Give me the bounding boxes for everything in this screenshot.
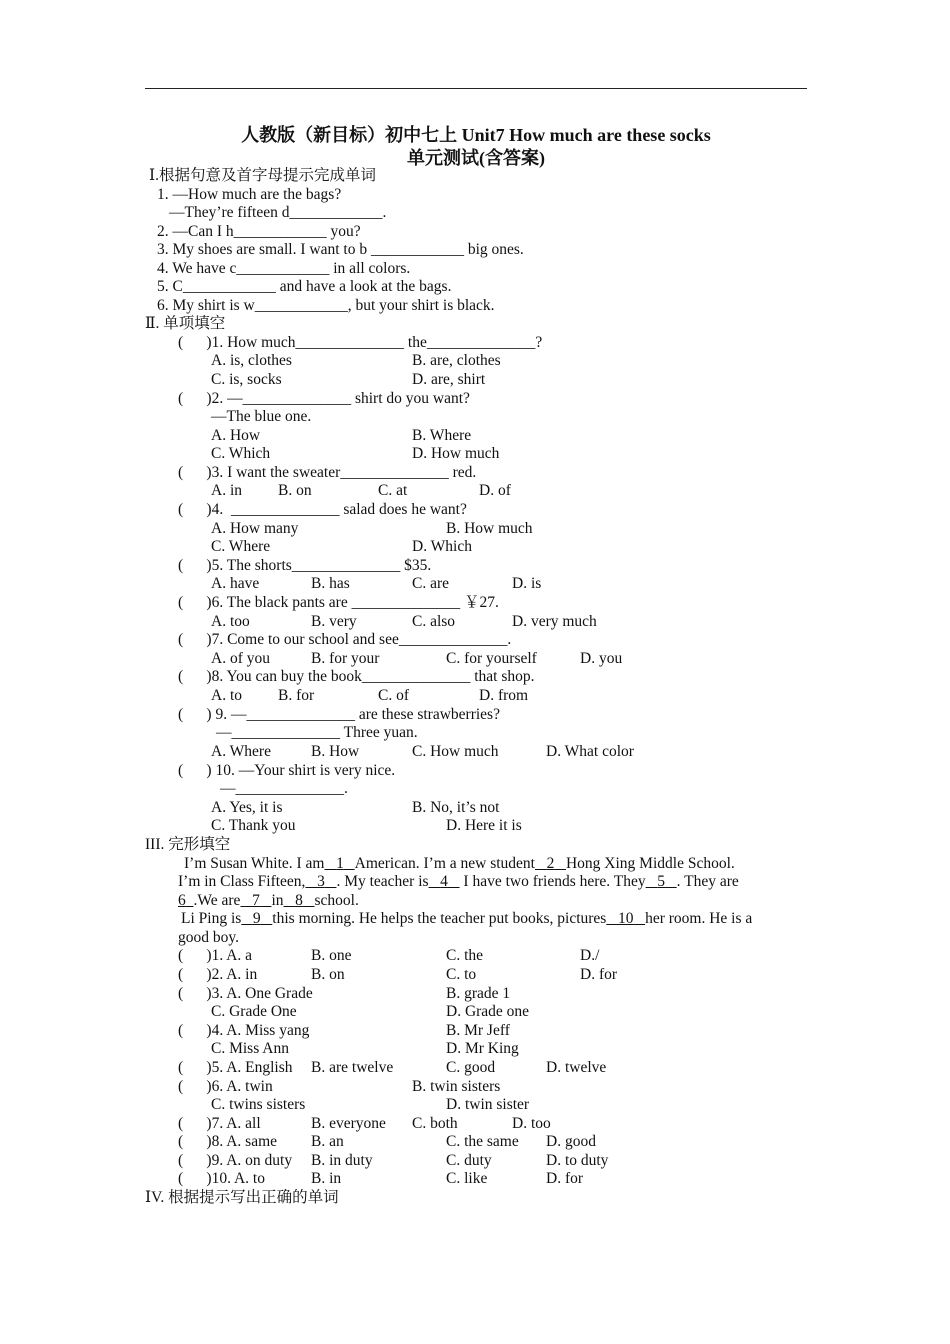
q7-option-d: D. you bbox=[580, 650, 623, 667]
q9-option-b: B. How bbox=[311, 743, 360, 760]
q9-reply: —______________ Three yuan. bbox=[216, 724, 418, 741]
page-title: 人教版（新目标）初中七上 Unit7 How much are these socks bbox=[241, 125, 711, 145]
section1-item-1-reply: —They’re fifteen d____________. bbox=[169, 204, 387, 221]
cloze-q9-option-d: D. to duty bbox=[546, 1152, 609, 1169]
cloze-passage-line: 6 .We are 7 in 8 school. bbox=[178, 892, 359, 909]
cloze-blank: 4 bbox=[440, 873, 448, 890]
cloze-q2-option-c: C. to bbox=[446, 966, 477, 983]
section1-item-4: 4. We have c____________ in all colors. bbox=[157, 260, 411, 277]
cloze-q2-option-d: D. for bbox=[580, 966, 618, 983]
q10-reply: —______________. bbox=[220, 780, 348, 797]
header-rule bbox=[145, 88, 807, 89]
q2-stem: ( )2. —______________ shirt do you want? bbox=[178, 390, 470, 407]
cloze-blank: 6 bbox=[178, 892, 186, 909]
q4-stem: ( )4. ______________ salad does he want? bbox=[178, 501, 467, 518]
q1-option-a: A. is, clothes bbox=[211, 352, 292, 369]
cloze-passage-line: good boy. bbox=[178, 929, 239, 946]
cloze-q1-option-d: D./ bbox=[580, 947, 600, 964]
q8-option-a: A. to bbox=[211, 687, 242, 704]
section1-item-5: 5. C____________ and have a look at the bags. bbox=[157, 278, 452, 295]
cloze-q5-stem: ( )5. A. English bbox=[178, 1059, 293, 1076]
q2-option-a: A. How bbox=[211, 427, 261, 444]
q4-option-c: C. Where bbox=[211, 538, 271, 555]
q1-stem: ( )1. How much______________ the______________? bbox=[178, 334, 543, 351]
cloze-q4-option-d: D. Mr King bbox=[446, 1040, 519, 1057]
q9-stem: ( ) 9. —______________ are these strawberries? bbox=[178, 706, 500, 723]
q4-option-a: A. How many bbox=[211, 520, 299, 537]
q10-stem: ( ) 10. —Your shirt is very nice. bbox=[178, 762, 396, 779]
section1-item-1: 1. —How much are the bags? bbox=[157, 186, 342, 203]
cloze-q3-option-c: C. Grade One bbox=[211, 1003, 297, 1020]
q7-stem: ( )7. Come to our school and see______________. bbox=[178, 631, 512, 648]
cloze-q1-option-b: B. one bbox=[311, 947, 352, 964]
cloze-q3-stem: ( )3. A. One Grade bbox=[178, 985, 313, 1002]
q6-option-a: A. too bbox=[211, 613, 250, 630]
q6-option-b: B. very bbox=[311, 613, 357, 630]
q2-option-b: B. Where bbox=[412, 427, 472, 444]
cloze-blank: 5 bbox=[657, 873, 665, 890]
cloze-q7-stem: ( )7. A. all bbox=[178, 1115, 261, 1132]
cloze-q3-option-d: D. Grade one bbox=[446, 1003, 530, 1020]
section1-item-2: 2. —Can I h____________ you? bbox=[157, 223, 361, 240]
cloze-q6-option-c: C. twins sisters bbox=[211, 1096, 306, 1113]
cloze-blank: 8 bbox=[295, 892, 303, 909]
cloze-q1-stem: ( )1. A. a bbox=[178, 947, 253, 964]
q1-option-d: D. are, shirt bbox=[412, 371, 486, 388]
q2-option-c: C. Which bbox=[211, 445, 271, 462]
cloze-q10-stem: ( )10. A. to bbox=[178, 1170, 265, 1187]
cloze-blank: 7 bbox=[252, 892, 260, 909]
q9-option-c: C. How much bbox=[412, 743, 499, 760]
cloze-q7-option-c: C. both bbox=[412, 1115, 458, 1132]
q9-option-a: A. Where bbox=[211, 743, 271, 760]
q5-option-a: A. have bbox=[211, 575, 260, 592]
section3-heading: III. 完形填空 bbox=[145, 836, 231, 853]
cloze-q8-option-c: C. the same bbox=[446, 1133, 519, 1150]
q6-option-d: D. very much bbox=[512, 613, 597, 630]
q3-stem: ( )3. I want the sweater______________ red. bbox=[178, 464, 477, 481]
cloze-q6-stem: ( )6. A. twin bbox=[178, 1078, 273, 1095]
cloze-q10-option-c: C. like bbox=[446, 1170, 488, 1187]
q1-option-b: B. are, clothes bbox=[412, 352, 501, 369]
q4-option-d: D. Which bbox=[412, 538, 472, 555]
cloze-q5-option-d: D. twelve bbox=[546, 1059, 607, 1076]
q5-option-c: C. are bbox=[412, 575, 450, 592]
cloze-q5-option-b: B. are twelve bbox=[311, 1059, 394, 1076]
cloze-q6-option-d: D. twin sister bbox=[446, 1096, 530, 1113]
cloze-q1-option-c: C. the bbox=[446, 947, 484, 964]
cloze-q7-option-b: B. everyone bbox=[311, 1115, 386, 1132]
cloze-blank: 1 bbox=[336, 855, 344, 872]
page-subtitle: 单元测试(含答案) bbox=[407, 148, 545, 168]
cloze-q9-option-b: B. in duty bbox=[311, 1152, 373, 1169]
cloze-passage-line: I’m Susan White. I am 1 American. I’m a new student 2 Hong Xing Middle School. bbox=[184, 855, 735, 872]
q4-option-b: B. How much bbox=[446, 520, 533, 537]
cloze-blank: 3 bbox=[317, 873, 325, 890]
q1-option-c: C. is, socks bbox=[211, 371, 282, 388]
q8-option-b: B. for bbox=[278, 687, 315, 704]
cloze-q8-option-b: B. an bbox=[311, 1133, 344, 1150]
cloze-q8-option-d: D. good bbox=[546, 1133, 596, 1150]
q10-option-b: B. No, it’s not bbox=[412, 799, 500, 816]
q7-option-c: C. for yourself bbox=[446, 650, 537, 667]
cloze-q3-option-b: B. grade 1 bbox=[446, 985, 511, 1002]
q3-option-b: B. on bbox=[278, 482, 312, 499]
cloze-blank: 9 bbox=[252, 910, 261, 927]
q3-option-d: D. of bbox=[479, 482, 511, 499]
cloze-q8-stem: ( )8. A. same bbox=[178, 1133, 278, 1150]
q10-option-a: A. Yes, it is bbox=[211, 799, 283, 816]
q6-option-c: C. also bbox=[412, 613, 456, 630]
q7-option-b: B. for your bbox=[311, 650, 380, 667]
cloze-q7-option-d: D. too bbox=[512, 1115, 551, 1132]
cloze-q4-option-c: C. Miss Ann bbox=[211, 1040, 289, 1057]
cloze-blank: 2 bbox=[546, 855, 555, 872]
q10-option-c: C. Thank you bbox=[211, 817, 296, 834]
cloze-passage-line: Li Ping is 9 this morning. He helps the teacher put books, pictures 10 her room. He is a bbox=[181, 910, 753, 927]
section1-item-3: 3. My shoes are small. I want to b ____________ big ones. bbox=[157, 241, 524, 258]
section1-item-6: 6. My shirt is w____________, but your shirt is black. bbox=[157, 297, 495, 314]
section4-heading: ⅠV. 根据提示写出正确的单词 bbox=[145, 1189, 339, 1206]
cloze-passage-line: I’m in Class Fifteen, 3 . My teacher is 4 I have two friends here. They 5 . They are bbox=[178, 873, 739, 890]
cloze-q10-option-d: D. for bbox=[546, 1170, 584, 1187]
section1-heading: Ⅰ.根据句意及首字母提示完成单词 bbox=[149, 167, 376, 184]
cloze-q9-option-c: C. duty bbox=[446, 1152, 492, 1169]
cloze-q5-option-c: C. good bbox=[446, 1059, 496, 1076]
q9-option-d: D. What color bbox=[546, 743, 634, 760]
q8-option-c: C. of bbox=[378, 687, 409, 704]
cloze-q4-stem: ( )4. A. Miss yang bbox=[178, 1022, 310, 1039]
cloze-q6-option-b: B. twin sisters bbox=[412, 1078, 501, 1095]
q5-option-b: B. has bbox=[311, 575, 350, 592]
q8-option-d: D. from bbox=[479, 687, 529, 704]
cloze-q4-option-b: B. Mr Jeff bbox=[446, 1022, 510, 1039]
q2-reply: —The blue one. bbox=[211, 408, 312, 425]
q7-option-a: A. of you bbox=[211, 650, 270, 667]
q8-stem: ( )8. You can buy the book______________ that shop. bbox=[178, 668, 535, 685]
q6-stem: ( )6. The black pants are ______________ ￥27. bbox=[178, 594, 499, 611]
q3-option-c: C. at bbox=[378, 482, 408, 499]
q5-option-d: D. is bbox=[512, 575, 542, 592]
cloze-q2-option-b: B. on bbox=[311, 966, 345, 983]
cloze-q10-option-b: B. in bbox=[311, 1170, 342, 1187]
section2-heading: Ⅱ. 单项填空 bbox=[145, 315, 226, 332]
q3-option-a: A. in bbox=[211, 482, 242, 499]
q5-stem: ( )5. The shorts______________ $35. bbox=[178, 557, 432, 574]
cloze-q2-stem: ( )2. A. in bbox=[178, 966, 258, 983]
cloze-q9-stem: ( )9. A. on duty bbox=[178, 1152, 293, 1169]
q2-option-d: D. How much bbox=[412, 445, 500, 462]
q10-option-d: D. Here it is bbox=[446, 817, 522, 834]
cloze-blank: 10 bbox=[617, 910, 634, 927]
